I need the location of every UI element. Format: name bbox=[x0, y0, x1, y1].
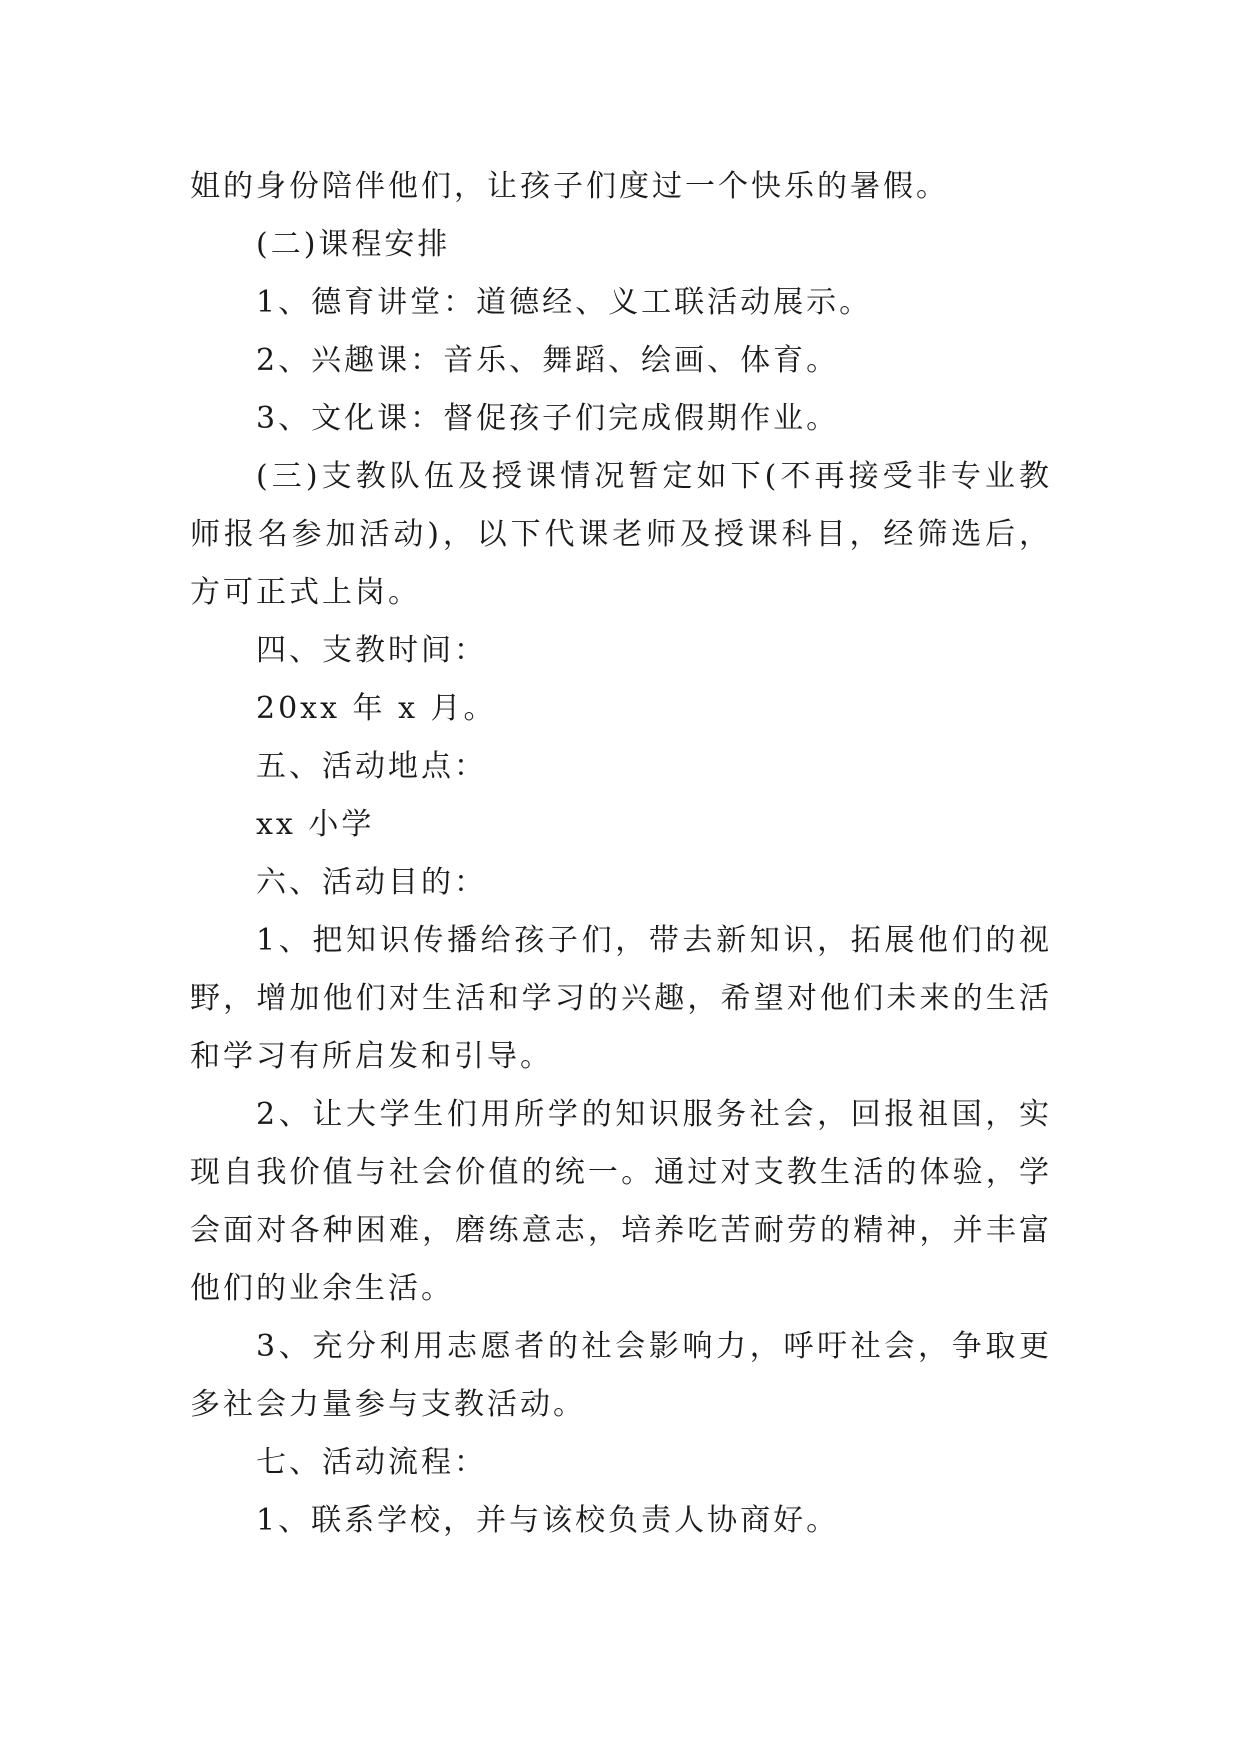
purpose-item-3: 3、充分利用志愿者的社会影响力，呼吁社会，争取更多社会力量参与支教活动。 bbox=[190, 1329, 1052, 1422]
section-heading-teaching-time: 四、支教时间： bbox=[256, 633, 487, 668]
list-item-interest-class: 2、兴趣课：音乐、舞蹈、绘画、体育。 bbox=[256, 343, 840, 378]
process-item-1: 1、联系学校，并与该校负责人协商好。 bbox=[256, 1503, 840, 1538]
document-body bbox=[190, 158, 1052, 1550]
section-heading-process: 七、活动流程： bbox=[256, 1445, 487, 1480]
location-value: xx 小学 bbox=[256, 807, 375, 842]
section-heading-purpose: 六、活动目的： bbox=[256, 865, 487, 900]
purpose-item-2: 2、让大学生们用所学的知识服务社会，回报祖国，实现自我价值与社会价值的统一。通过对支教生活的体验，学会面对各种困难，磨练意志，培养吃苦耐劳的精神，并丰富他们的业余生活。 bbox=[190, 1097, 1052, 1306]
list-item-moral-lecture: 1、德育讲堂：道德经、义工联活动展示。 bbox=[256, 285, 873, 320]
teaching-time-value: 20xx 年 x 月。 bbox=[256, 691, 497, 726]
paragraph-continuation: 姐的身份陪伴他们，让孩子们度过一个快乐的暑假。 bbox=[190, 169, 949, 204]
section-heading-location: 五、活动地点： bbox=[256, 749, 487, 784]
section-heading-teaching-team: (三)支教队伍及授课情况暂定如下(不再接受非专业教师报名参加活动)，以下代课老师及授课科目，经筛选后，方可正式上岗。 bbox=[190, 459, 1052, 610]
section-heading-course-schedule: (二)课程安排 bbox=[256, 227, 451, 262]
list-item-culture-class: 3、文化课：督促孩子们完成假期作业。 bbox=[256, 401, 840, 436]
purpose-item-1: 1、把知识传播给孩子们，带去新知识，拓展他们的视野，增加他们对生活和学习的兴趣，希望对他们未来的生活和学习有所启发和引导。 bbox=[190, 923, 1052, 1074]
